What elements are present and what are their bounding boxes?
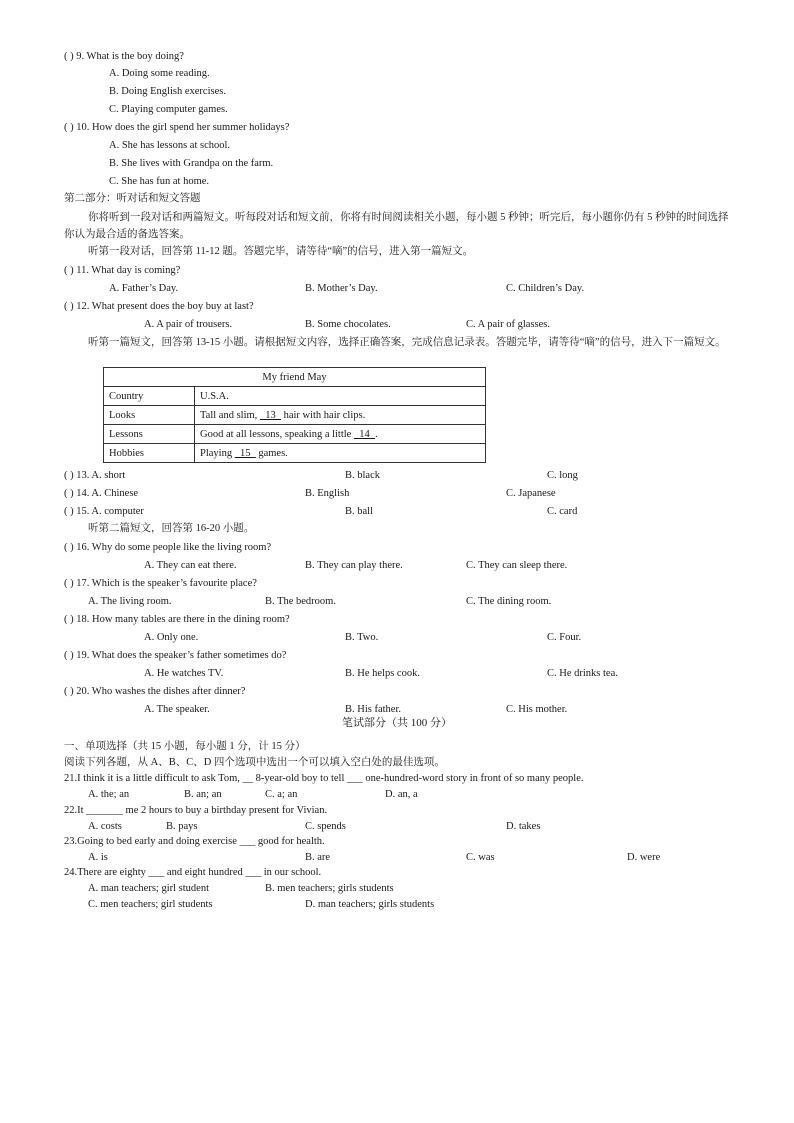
- part2-intro: 你将听到一段对话和两篇短文。听每段对话和短文前，你将有时间阅读相关小题，每小题 5 秒钟；听完后，每小题你仍有 5 秒钟的时间选择你认为最合适的备选答案。: [64, 212, 729, 240]
- q15-option-b: B. ball: [345, 506, 373, 517]
- q14-option-b: B. English: [305, 488, 350, 499]
- passage2-intro: 听第二篇短文，回答第 16-20 小题。: [88, 523, 255, 534]
- q23-option-c: C. was: [466, 852, 495, 863]
- q19-option-c: C. He drinks tea.: [547, 668, 618, 679]
- q12-option-c: C. A pair of glasses.: [466, 319, 550, 330]
- q12-option-a: A. A pair of trousers.: [144, 319, 233, 330]
- q20-option-a: A. The speaker.: [144, 704, 210, 715]
- q16-option-b: B. They can play there.: [305, 560, 403, 571]
- q19-option-b: B. He helps cook.: [345, 668, 420, 679]
- q20-option-c: C. His mother.: [506, 704, 568, 715]
- q24-option-a: A. man teachers; girl student: [88, 883, 210, 894]
- table-value: Tall and slim, _13_ hair with hair clips.: [195, 406, 486, 425]
- q20-stem: ( ) 20. Who washes the dishes after dinner?: [64, 686, 246, 697]
- q12-option-b: B. Some chocolates.: [305, 319, 391, 330]
- q11-stem: ( ) 11. What day is coming?: [64, 265, 181, 276]
- q17-option-c: C. The dining room.: [466, 596, 552, 607]
- section1-title: 一、单项选择（共 15 小题，每小题 1 分，计 15 分）: [64, 741, 306, 752]
- q11-option-c: C. Children’s Day.: [506, 283, 585, 294]
- table-key: Lessons: [104, 425, 195, 444]
- table-value: U.S.A.: [195, 387, 486, 406]
- q10-option-a: A. She has lessons at school.: [109, 140, 231, 151]
- table-value: Good at all lessons, speaking a little _14_.: [195, 425, 486, 444]
- q20-option-b: B. His father.: [345, 704, 401, 715]
- info-record-table: [103, 367, 486, 463]
- q9-option-c: C. Playing computer games.: [109, 104, 228, 115]
- q17-option-a: A. The living room.: [88, 596, 172, 607]
- q10-option-b: B. She lives with Grandpa on the farm.: [109, 158, 274, 169]
- table-row: [104, 444, 486, 463]
- q22-option-c: C. spends: [305, 821, 346, 832]
- q18-option-b: B. Two.: [345, 632, 379, 643]
- q14-stem: ( ) 14. A. Chinese: [64, 488, 139, 499]
- table-row: [104, 406, 486, 425]
- q24-option-c: C. men teachers; girl students: [88, 899, 213, 910]
- table-value: Playing _15_ games.: [195, 444, 486, 463]
- part2-title: 第二部分：听对话和短文答题: [64, 193, 201, 204]
- q24-option-b: B. men teachers; girls students: [265, 883, 394, 894]
- q13-stem: ( ) 13. A. short: [64, 470, 126, 481]
- q15-option-c: C. card: [547, 506, 578, 517]
- q9-stem: ( ) 9. What is the boy doing?: [64, 51, 184, 62]
- q10-option-c: C. She has fun at home.: [109, 176, 210, 187]
- section1-intro: 阅读下列各题，从 A、B、C、D 四个选项中选出一个可以填入空白处的最佳选项。: [64, 757, 445, 768]
- dialog-intro: 听第一段对话，回答第 11-12 题。答题完毕，请等待“嘀”的信号，进入第一篇短文。: [88, 246, 474, 257]
- q13-option-b: B. black: [345, 470, 380, 481]
- q21-option-a: A. the; an: [88, 789, 130, 800]
- table-key: Looks: [104, 406, 195, 425]
- table-key: Hobbies: [104, 444, 195, 463]
- q22-option-a: A. costs: [88, 821, 122, 832]
- q18-option-c: C. Four.: [547, 632, 582, 643]
- table-key: Country: [104, 387, 195, 406]
- table-row: [104, 387, 486, 406]
- q14-option-c: C. Japanese: [506, 488, 556, 499]
- q23-option-d: D. were: [627, 852, 661, 863]
- q21-stem: 21.I think it is a little difficult to ask Tom, __ 8-year-old boy to tell ___ one-hundred-word story in front of so many people.: [64, 773, 584, 784]
- q10-stem: ( ) 10. How does the girl spend her summer holidays?: [64, 122, 290, 133]
- q12-stem: ( ) 12. What present does the boy buy at last?: [64, 301, 254, 312]
- q19-stem: ( ) 19. What does the speaker’s father sometimes do?: [64, 650, 287, 661]
- q15-stem: ( ) 15. A. computer: [64, 506, 144, 517]
- q16-option-c: C. They can sleep there.: [466, 560, 568, 571]
- q21-option-d: D. an, a: [385, 789, 418, 800]
- q11-option-a: A. Father’s Day.: [109, 283, 179, 294]
- q13-option-c: C. long: [547, 470, 578, 481]
- q21-option-b: B. an; an: [184, 789, 222, 800]
- table-row: [104, 425, 486, 444]
- q21-option-c: C. a; an: [265, 789, 298, 800]
- q16-option-a: A. They can eat there.: [144, 560, 237, 571]
- blank-14[interactable]: _14_: [353, 428, 375, 440]
- q9-option-a: A. Doing some reading.: [109, 68, 210, 79]
- q9-option-b: B. Doing English exercises.: [109, 86, 226, 97]
- blank-15[interactable]: _15_: [234, 447, 256, 459]
- q18-stem: ( ) 18. How many tables are there in the dining room?: [64, 614, 290, 625]
- q16-stem: ( ) 16. Why do some people like the living room?: [64, 542, 272, 553]
- q23-option-b: B. are: [305, 852, 331, 863]
- q22-option-b: B. pays: [166, 821, 198, 832]
- blank-13[interactable]: _13_: [259, 409, 281, 421]
- written-part-title: 笔试部分（共 100 分）: [342, 717, 452, 729]
- q11-option-b: B. Mother’s Day.: [305, 283, 378, 294]
- q22-stem: 22.It _______ me 2 hours to buy a birthday present for Vivian.: [64, 805, 328, 816]
- q19-option-a: A. He watches TV.: [144, 668, 224, 679]
- table-caption: My friend May: [104, 368, 486, 387]
- q23-stem: 23.Going to bed early and doing exercise ___ good for health.: [64, 836, 325, 847]
- q17-stem: ( ) 17. Which is the speaker’s favourite place?: [64, 578, 257, 589]
- q22-option-d: D. takes: [506, 821, 541, 832]
- q24-option-d: D. man teachers; girls students: [305, 899, 435, 910]
- q24-stem: 24.There are eighty ___ and eight hundred ___ in our school.: [64, 867, 322, 878]
- q18-option-a: A. Only one.: [144, 632, 199, 643]
- passage1-intro: 听第一篇短文，回答第 13-15 小题。请根据短文内容，选择正确答案，完成信息记录表。答题完毕，请等待“嘀”的信号，进入下一篇短文。: [88, 337, 726, 348]
- q17-option-b: B. The bedroom.: [265, 596, 336, 607]
- q23-option-a: A. is: [88, 852, 108, 863]
